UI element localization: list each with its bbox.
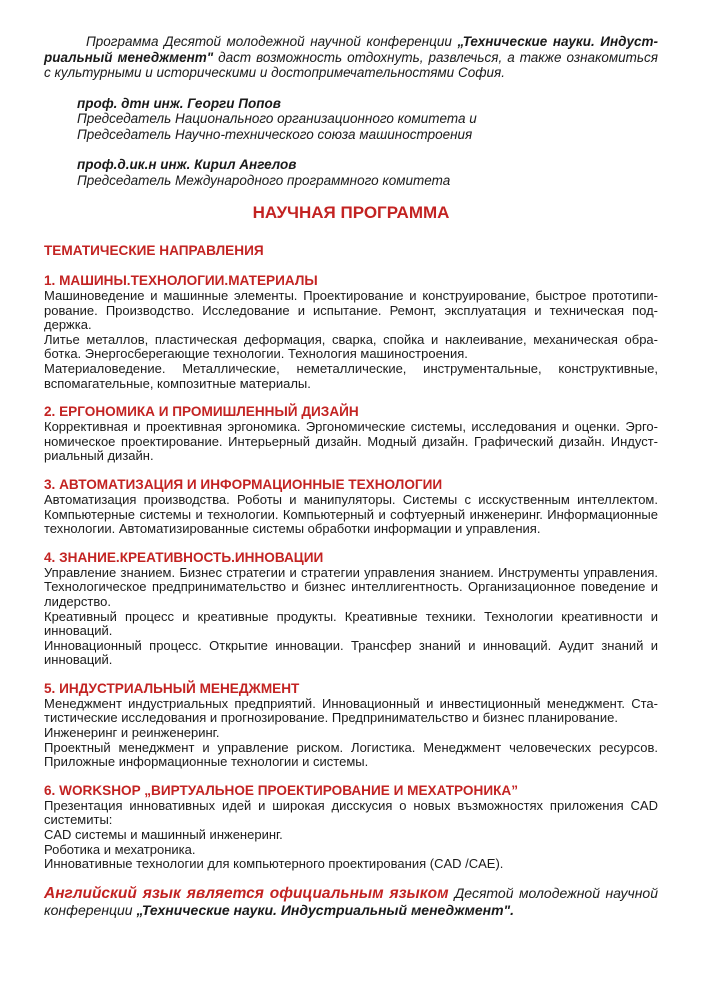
section-paragraph: Креативный процесс и креативные продукты. Креативные техники. Технологии креативности и инноваций. — [44, 608, 658, 639]
section-paragraph: Инновативные технологии для компьютерного проектирования (CAD /CAE). — [44, 856, 504, 872]
official-language-conference-name: „Технические науки. Индустриальный менеджмент". — [136, 901, 515, 918]
section-workshop-virtual-design-mechatronics — [44, 783, 658, 872]
section-heading: 1. МАШИНЫ.ТЕХНОЛОГИИ.МАТЕРИАЛЫ — [44, 273, 318, 288]
official-language-highlight: Английский язык является официальным языком — [44, 884, 455, 902]
section-paragraph: Машиноведение и машинные элементы. Проектирование и конструирование, быстрое прототипирование. Производство. Исследование и испытание. Ремонт, эксплуатация и техническая поддержка. — [44, 288, 658, 333]
intro-rest-text: даст возможность отдохнуть, развлечься, а также ознакомиться с культурными и историческими и достопримечательностями София. — [44, 49, 658, 80]
signatory-angelov — [77, 157, 658, 188]
section-heading: 5. ИНДУСТРИАЛЬНЫЙ МЕНЕДЖМЕНТ — [44, 680, 300, 696]
section-paragraph: Инженеринг и реинженеринг. — [44, 725, 220, 741]
intro-conference-name: „Технические науки. Индустриальный менеджмент" — [44, 34, 658, 65]
signatories-block — [77, 96, 658, 189]
section-paragraph: Инновационный процесс. Открытие инновации. Трансфер знаний и инноваций. Аудит знаний и инноваций. — [44, 637, 658, 668]
section-paragraph: Менеджмент индустриальных предприятий. Инновационный и инвестиционный менеджмент. Статистические исследования и прогнозирование. Предпринимательство и бизнес планирование. — [44, 695, 658, 726]
section-paragraph: Автоматизация производства. Роботы и манипуляторы. Системы с исскуственным интеллектом. Компьютерные системы и технологии. Компьютерный и софтуерный инженеринг. Информационные технологии. Автоматизированные системы обработки информации и управления. — [44, 491, 658, 537]
section-paragraph: Проектный менеджмент и управление риском. Логистика. Менеджмент человеческих ресурсов. Приложные информационные технологии и системы. — [44, 739, 658, 770]
section-heading: 4. ЗНАНИЕ.КРЕАТИВНОСТЬ.ИННОВАЦИИ — [44, 549, 324, 565]
section-paragraph: Управление знанием. Бизнес стратегии и стратегии управления знанием. Инструменты управления. Технологическое предпринимательство и бизнес интеллигентность. Организационное поведение и лидерство. — [44, 564, 658, 609]
section-paragraph: Литье металлов, пластическая деформация, сварка, спойка и наклеивание, механическая обработка. Энергосберегающие технологии. Технология машиностроения. — [44, 331, 658, 362]
section-machines-technologies-materials — [44, 273, 658, 391]
signatory-title: Председатель Национального организационного комитета и — [77, 111, 477, 126]
section-paragraph: Коррективная и проективная эргономика. Эргономические системы, исследования и оценки. Эргономическое проектирование. Интерьерный дизайн. Модный дизайн. Графический дизайн. Индустриальный дизайн. — [44, 419, 658, 464]
intro-lead-text: Программа Десятой молодежной научной конференции — [86, 34, 458, 49]
official-language-conference: Десятой молодежной научной конференции — [44, 884, 658, 918]
section-paragraph: Материаловедение. Металлические, неметаллические, инструментальные, конструктивные, вспомагательные, композитные материалы. — [44, 360, 658, 391]
section-paragraph: CAD системы и машинный инженеринг. — [44, 827, 283, 843]
section-industrial-management — [44, 681, 658, 770]
page-title: НАУЧНАЯ ПРОГРАММА — [252, 203, 450, 222]
official-language-note — [44, 885, 658, 919]
section-heading: 3. АВТОМАТИЗАЦИЯ И ИНФОРМАЦИОННЫЕ ТЕХНОЛОГИИ — [44, 476, 443, 492]
intro-paragraph — [44, 34, 658, 81]
section-knowledge-creativity-innovation — [44, 550, 658, 668]
section-ergonomics-industrial-design — [44, 404, 658, 464]
section-heading: 6. WORKSHOP „ВИРТУАЛЬНОЕ ПРОЕКТИРОВАНИЕ И МЕХАТРОНИКА” — [44, 782, 519, 798]
signatory-title: Председатель Научно-технического союза машиностроения — [77, 126, 473, 142]
section-paragraph: Роботика и мехатроника. — [44, 841, 196, 857]
section-automation-information-technologies — [44, 477, 658, 537]
signatory-title: Председатель Международного программного комитета — [77, 172, 451, 188]
signatory-popov — [77, 96, 658, 143]
section-paragraph: Презентация инновативных идей и широкая дисскусия о новых възможностях приложения CAD системиты: — [44, 797, 658, 828]
signatory-name: проф.д.ик.н инж. Кирил Ангелов — [77, 157, 297, 172]
section-heading: 2. ЕРГОНОМИКА И ПРОМИШЛЕННЫЙ ДИЗАЙН — [44, 404, 359, 420]
thematic-directions-subtitle: ТЕМАТИЧЕСКИЕ НАПРАВЛЕНИЯ — [44, 243, 264, 258]
signatory-name: проф. дтн инж. Георги Попов — [77, 95, 281, 111]
